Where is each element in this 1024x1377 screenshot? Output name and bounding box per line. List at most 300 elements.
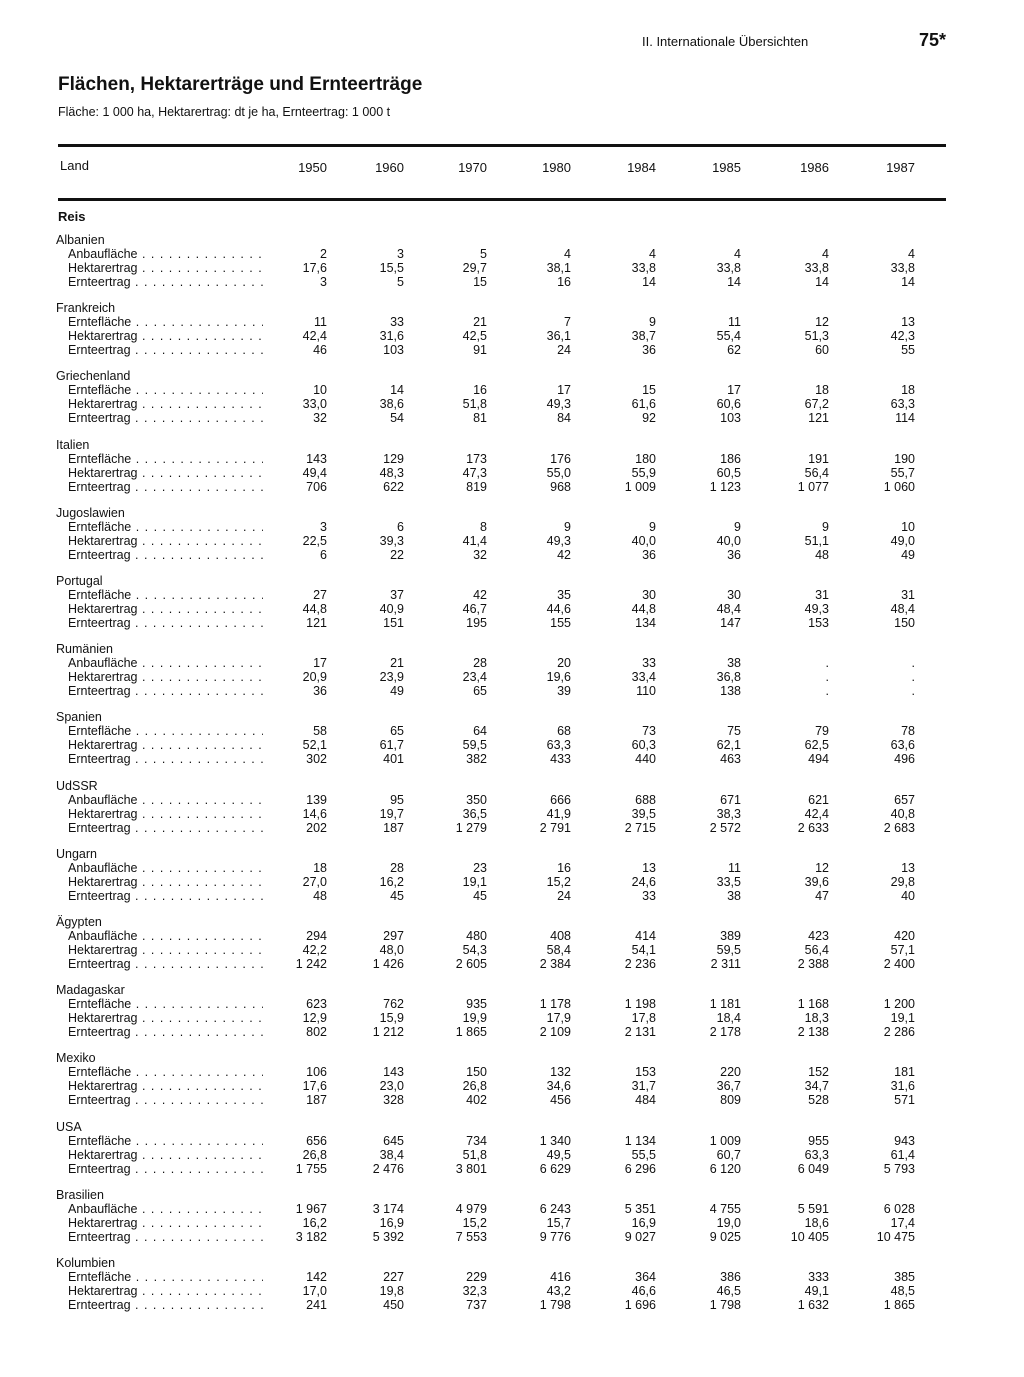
table-cell: 78 xyxy=(901,724,915,739)
measure-label: Hektarertrag . . . xyxy=(68,534,263,548)
table-cell: 1 632 xyxy=(797,1298,829,1312)
section-label: II. Internationale Übersichten xyxy=(642,34,809,49)
table-cell: 333 xyxy=(808,1270,829,1284)
table-cell: 802 xyxy=(306,1025,327,1040)
table-cell: 42,4 xyxy=(302,329,327,344)
table-cell: 48,4 xyxy=(890,602,915,616)
table-cell: . xyxy=(911,656,915,671)
table-cell: 54,1 xyxy=(631,943,656,957)
table-cell: 17,6 xyxy=(302,261,327,275)
table-cell: 143 xyxy=(306,451,327,466)
crop-title: Reis xyxy=(58,209,86,224)
table-cell: 528 xyxy=(808,1093,829,1108)
table-cell: 91 xyxy=(473,343,487,358)
table-cell: 49 xyxy=(901,547,915,562)
table-cell: 11 xyxy=(728,860,741,875)
country-name: Ungarn xyxy=(56,846,97,861)
table-cell: 1 967 xyxy=(295,1201,327,1216)
table-row xyxy=(56,656,956,670)
table-cell: 32 xyxy=(473,547,487,562)
table-cell: 402 xyxy=(466,1093,487,1108)
country-label xyxy=(56,1188,276,1202)
table-cell: 28 xyxy=(473,656,487,671)
table-row xyxy=(56,520,956,534)
table-cell: 9 xyxy=(822,519,829,534)
table-cell: 14 xyxy=(642,275,656,289)
table-cell: 103 xyxy=(720,411,741,426)
table-row xyxy=(56,889,956,903)
table-row xyxy=(56,261,956,275)
table-cell: 416 xyxy=(550,1270,571,1284)
table-cell: 6 296 xyxy=(624,1161,656,1176)
table-cell: 44,8 xyxy=(631,602,656,616)
table-cell: 14 xyxy=(727,275,741,289)
measure-label: Anbaufläche . . . xyxy=(68,861,263,875)
table-cell: 44,6 xyxy=(546,602,571,616)
table-cell: 58 xyxy=(313,724,327,739)
table-cell: 45 xyxy=(390,888,404,903)
table-cell: 734 xyxy=(466,1133,487,1148)
column-header-year: 1960 xyxy=(375,160,404,175)
table-cell: 571 xyxy=(894,1093,915,1108)
table-cell: 17,4 xyxy=(890,1215,915,1230)
table-cell: 187 xyxy=(306,1093,327,1108)
table-cell: 6 028 xyxy=(883,1201,915,1216)
column-header-land: Land xyxy=(60,158,89,173)
table-cell: 1 200 xyxy=(883,997,915,1012)
table-cell: 153 xyxy=(635,1065,656,1080)
table-cell: 121 xyxy=(808,411,829,426)
table-cell: 54 xyxy=(390,411,404,426)
table-cell: 943 xyxy=(894,1133,915,1148)
measure-label: Ernteertrag . . . xyxy=(68,821,263,835)
table-cell: 39 xyxy=(557,684,571,699)
table-cell: 195 xyxy=(466,616,487,630)
country-name: Madagaskar xyxy=(56,983,125,998)
table-cell: 49,5 xyxy=(546,1147,571,1162)
table-cell: 350 xyxy=(466,792,487,807)
table-cell: 12,9 xyxy=(302,1011,327,1026)
table-cell: 10 475 xyxy=(876,1229,915,1244)
measure-label: Anbaufläche . . . xyxy=(68,793,263,807)
country-name: Spanien xyxy=(56,710,102,725)
table-cell: 202 xyxy=(306,820,327,835)
table-cell: 16,2 xyxy=(302,1215,327,1230)
table-cell: . xyxy=(825,684,829,699)
table-cell: 33,8 xyxy=(890,261,915,275)
table-cell: 480 xyxy=(466,929,487,943)
table-cell: 110 xyxy=(636,684,656,699)
table-cell: 39,6 xyxy=(804,874,829,889)
table-row xyxy=(56,588,956,602)
table-cell: 40,9 xyxy=(379,602,404,616)
table-cell: 67,2 xyxy=(804,397,829,412)
table-row xyxy=(56,997,956,1011)
table-row xyxy=(56,943,956,957)
table-cell: 55,9 xyxy=(631,465,656,480)
table-cell: 2 138 xyxy=(797,1025,829,1040)
table-cell: 143 xyxy=(383,1065,404,1080)
table-row xyxy=(56,861,956,875)
column-header-year: 1980 xyxy=(542,160,571,175)
country-label xyxy=(56,506,276,520)
table-cell: 385 xyxy=(894,1270,915,1284)
table-row xyxy=(56,1148,956,1162)
table-cell: 62,5 xyxy=(804,738,829,753)
table-cell: 706 xyxy=(306,479,327,494)
table-cell: 30 xyxy=(642,588,656,602)
table-cell: 5 351 xyxy=(624,1201,656,1216)
table-cell: 55,0 xyxy=(546,465,571,480)
table-cell: 657 xyxy=(894,792,915,807)
table-cell: 62,1 xyxy=(716,738,741,753)
table-row xyxy=(56,821,956,835)
table-row xyxy=(56,929,956,943)
table-cell: 622 xyxy=(383,479,404,494)
table-cell: 4 xyxy=(649,247,656,261)
table-cell: 1 865 xyxy=(883,1298,915,1312)
table-cell: 39,3 xyxy=(379,533,404,548)
column-header-year: 1987 xyxy=(886,160,915,175)
table-cell: 401 xyxy=(383,752,404,767)
column-header-year: 1984 xyxy=(627,160,656,175)
table-cell: 1 426 xyxy=(372,957,404,971)
table-cell: 16 xyxy=(473,383,487,398)
measure-label: Hektarertrag . . . xyxy=(68,1216,263,1230)
table-cell: 15,2 xyxy=(462,1215,487,1230)
table-cell: 36 xyxy=(642,547,656,562)
table-cell: 47,3 xyxy=(462,465,487,480)
table-row xyxy=(56,548,956,562)
table-cell: 44,8 xyxy=(302,602,327,616)
measure-label: Ernteertrag . . . xyxy=(68,411,263,425)
table-row xyxy=(56,452,956,466)
table-cell: 63,3 xyxy=(546,738,571,753)
country-label xyxy=(56,915,276,929)
measure-label: Ernteertrag . . . xyxy=(68,684,263,698)
table-row xyxy=(56,1011,956,1025)
country-name: Frankreich xyxy=(56,301,116,316)
table-cell: 73 xyxy=(642,724,656,739)
table-cell: 10 xyxy=(901,519,915,534)
measure-label: Erntefläche . . . xyxy=(68,1134,263,1148)
measure-label: Hektarertrag . . . xyxy=(68,875,263,889)
table-cell: 38,1 xyxy=(546,261,571,275)
measure-label: Hektarertrag . . . xyxy=(68,1284,263,1298)
measure-label: Hektarertrag . . . xyxy=(68,943,263,957)
table-cell: 62 xyxy=(727,343,741,358)
table-cell: 33,8 xyxy=(716,261,741,275)
table-cell: 41,9 xyxy=(546,806,571,821)
measure-label: Anbaufläche . . . xyxy=(68,1202,263,1216)
table-cell: 181 xyxy=(894,1065,915,1080)
table-cell: 2 633 xyxy=(797,820,829,835)
table-cell: 6 xyxy=(397,519,404,534)
table-cell: 152 xyxy=(808,1065,829,1080)
table-cell: 3 xyxy=(320,275,327,289)
country-name: Ägypten xyxy=(56,915,102,929)
measure-label: Ernteertrag . . . xyxy=(68,1298,263,1312)
country-label xyxy=(56,438,276,452)
table-cell: 46,5 xyxy=(716,1284,741,1298)
table-cell: 39,5 xyxy=(631,806,656,821)
table-row xyxy=(56,752,956,766)
table-cell: 19,0 xyxy=(716,1215,741,1230)
table-cell: 29,7 xyxy=(462,261,487,275)
table-cell: 24 xyxy=(557,343,571,358)
table-cell: 55,4 xyxy=(716,329,741,344)
table-row xyxy=(56,1216,956,1230)
table-cell: 15,2 xyxy=(546,874,571,889)
table-cell: 75 xyxy=(727,724,741,739)
table-cell: 31,7 xyxy=(631,1079,656,1094)
table-cell: 1 077 xyxy=(797,479,829,494)
table-cell: 4 755 xyxy=(709,1201,741,1216)
table-cell: 35 xyxy=(557,588,571,602)
table-cell: 186 xyxy=(720,451,741,466)
table-cell: 22,5 xyxy=(302,533,327,548)
measure-label: Erntefläche . . . xyxy=(68,315,263,329)
table-row xyxy=(56,534,956,548)
table-cell: 19,6 xyxy=(546,670,571,685)
table-cell: 150 xyxy=(894,616,915,630)
table-cell: 4 979 xyxy=(455,1201,487,1216)
table-cell: 42 xyxy=(473,588,487,602)
table-cell: 2 178 xyxy=(709,1025,741,1040)
table-cell: 2 131 xyxy=(624,1025,656,1040)
table-cell: 33,4 xyxy=(631,670,656,685)
table-cell: 63,6 xyxy=(890,738,915,753)
measure-label: Ernteertrag . . . xyxy=(68,1230,263,1244)
table-cell: 1 009 xyxy=(709,1133,741,1148)
table-cell: 16,9 xyxy=(631,1215,656,1230)
table-cell: 4 xyxy=(564,247,571,261)
table-cell: 16 xyxy=(557,860,571,875)
page-number: 75* xyxy=(918,30,946,50)
table-cell: 142 xyxy=(306,1270,327,1284)
table-cell: 1 279 xyxy=(455,820,487,835)
table-cell: 4 xyxy=(822,247,829,261)
table-cell: 23 xyxy=(473,860,487,875)
table-cell: 36 xyxy=(313,684,327,699)
table-cell: 1 755 xyxy=(295,1161,327,1176)
country-label xyxy=(56,301,276,315)
table-cell: 56,4 xyxy=(804,465,829,480)
table-cell: 38,7 xyxy=(631,329,656,344)
measure-label: Erntefläche . . . xyxy=(68,520,263,534)
table-cell: 49,3 xyxy=(546,533,571,548)
table-cell: 18,3 xyxy=(804,1011,829,1026)
measure-label: Erntefläche . . . xyxy=(68,588,263,602)
table-cell: 20,9 xyxy=(302,670,327,685)
table-row xyxy=(56,616,956,630)
table-cell: 19,1 xyxy=(462,874,487,889)
table-cell: 61,6 xyxy=(631,397,656,412)
table-cell: 414 xyxy=(635,929,656,943)
table-cell: 55 xyxy=(901,343,915,358)
table-cell: 49,4 xyxy=(302,465,327,480)
table-cell: 6 243 xyxy=(539,1201,571,1216)
table-cell: 23,9 xyxy=(379,670,404,685)
table-cell: 9 025 xyxy=(709,1229,741,1244)
table-cell: 18,4 xyxy=(716,1011,741,1026)
column-header-year: 1985 xyxy=(712,160,741,175)
country-name: Portugal xyxy=(56,574,103,588)
country-name: Italien xyxy=(56,437,90,452)
table-cell: 49,3 xyxy=(804,602,829,616)
measure-label: Ernteertrag . . . xyxy=(68,480,263,494)
table-cell: 6 xyxy=(320,547,327,562)
table-cell: 9 776 xyxy=(539,1229,571,1244)
table-cell: 106 xyxy=(306,1065,327,1080)
table-cell: 84 xyxy=(557,411,571,426)
table-cell: 433 xyxy=(550,752,571,767)
table-cell: 191 xyxy=(808,451,829,466)
table-cell: 9 xyxy=(734,519,741,534)
table-cell: 59,5 xyxy=(462,738,487,753)
table-row xyxy=(56,793,956,807)
page-header xyxy=(642,30,952,54)
table-row xyxy=(56,1162,956,1176)
table-cell: 1 212 xyxy=(372,1025,404,1040)
table-cell: 40 xyxy=(901,888,915,903)
table-cell: 47 xyxy=(815,888,829,903)
table-cell: 423 xyxy=(808,929,829,943)
table-cell: 14,6 xyxy=(302,806,327,821)
table-cell: 3 801 xyxy=(455,1161,487,1176)
country-label xyxy=(56,1051,276,1065)
table-row xyxy=(56,1230,956,1244)
country-label xyxy=(56,574,276,588)
table-cell: 33,5 xyxy=(716,874,741,889)
measure-label: Hektarertrag . . . xyxy=(68,807,263,821)
table-cell: 26,8 xyxy=(302,1147,327,1162)
table-cell: 15,5 xyxy=(379,261,404,275)
table-cell: 21 xyxy=(390,656,404,671)
table-cell: 34,7 xyxy=(804,1079,829,1094)
table-cell: 382 xyxy=(466,752,487,767)
table-cell: 389 xyxy=(720,929,741,943)
table-cell: 51,8 xyxy=(462,397,487,412)
table-row xyxy=(56,411,956,425)
measure-label: Erntefläche . . . xyxy=(68,383,263,397)
table-cell: 1 242 xyxy=(295,957,327,971)
table-row xyxy=(56,670,956,684)
table-cell: 15 xyxy=(642,383,656,398)
table-cell: 2 311 xyxy=(710,957,741,971)
table-cell: 17,6 xyxy=(302,1079,327,1094)
table-cell: 36 xyxy=(642,343,656,358)
table-cell: 28 xyxy=(390,860,404,875)
table-cell: 42,5 xyxy=(462,329,487,344)
table-cell: 7 xyxy=(564,315,571,330)
table-cell: 2 715 xyxy=(624,820,656,835)
table-row xyxy=(56,1025,956,1039)
table-cell: 42,4 xyxy=(804,806,829,821)
table-cell: 297 xyxy=(383,929,404,943)
table-cell: 60,5 xyxy=(716,465,741,480)
country-name: Griechenland xyxy=(56,369,131,384)
table-cell: 3 182 xyxy=(295,1229,327,1244)
country-name: Albanien xyxy=(56,233,105,247)
table-row xyxy=(56,1134,956,1148)
table-cell: 11 xyxy=(314,315,327,330)
table-cell: 5 xyxy=(480,247,487,261)
table-cell: 16,9 xyxy=(379,1215,404,1230)
country-name: Rumänien xyxy=(56,642,113,657)
table-cell: 58,4 xyxy=(546,943,571,957)
measure-label: Erntefläche . . . xyxy=(68,997,263,1011)
table-row xyxy=(56,1270,956,1284)
table-cell: 51,8 xyxy=(462,1147,487,1162)
measure-label: Erntefläche . . . xyxy=(68,1065,263,1079)
country-label xyxy=(56,1256,276,1270)
table-cell: 809 xyxy=(720,1093,741,1108)
table-cell: 18 xyxy=(313,860,327,875)
table-cell: 40,0 xyxy=(716,533,741,548)
table-cell: 762 xyxy=(383,997,404,1012)
table-row xyxy=(56,1079,956,1093)
table-cell: 46 xyxy=(313,343,327,358)
table-cell: 36,1 xyxy=(546,329,571,344)
table-cell: 41,4 xyxy=(462,533,487,548)
table-cell: 456 xyxy=(550,1093,571,1108)
table-cell: 32 xyxy=(313,411,327,426)
table-row xyxy=(56,1298,956,1312)
table-cell: 52,1 xyxy=(302,738,327,753)
table-cell: 81 xyxy=(473,411,487,426)
table-cell: 33 xyxy=(642,888,656,903)
table-cell: 21 xyxy=(473,315,487,330)
table-cell: 13 xyxy=(901,315,915,330)
table-cell: 5 591 xyxy=(797,1201,829,1216)
table-cell: 10 405 xyxy=(790,1229,829,1244)
measure-label: Ernteertrag . . . xyxy=(68,957,263,971)
table-cell: 18 xyxy=(901,383,915,398)
table-cell: 17 xyxy=(313,656,327,671)
table-cell: 151 xyxy=(383,616,404,630)
table-cell: 65 xyxy=(390,724,404,739)
table-cell: 11 xyxy=(728,315,741,330)
country-label xyxy=(56,847,276,861)
table-cell: 2 236 xyxy=(624,957,656,971)
table-row xyxy=(56,383,956,397)
table-cell: 2 286 xyxy=(883,1025,915,1040)
table-row xyxy=(56,724,956,738)
table-cell: 23,4 xyxy=(462,670,487,685)
table-cell: 1 798 xyxy=(539,1298,571,1312)
table-cell: 18 xyxy=(815,383,829,398)
table-cell: 43,2 xyxy=(546,1284,571,1298)
table-cell: 57,1 xyxy=(890,943,915,957)
country-label xyxy=(56,779,276,793)
table-cell: 17 xyxy=(557,383,571,398)
table-cell: 63,3 xyxy=(804,1147,829,1162)
measure-label: Hektarertrag . . . xyxy=(68,602,263,616)
measure-label: Ernteertrag . . . xyxy=(68,1093,263,1107)
table-cell: 37 xyxy=(390,588,404,602)
table-cell: 26,8 xyxy=(462,1079,487,1094)
table-row xyxy=(56,602,956,616)
measure-label: Erntefläche . . . xyxy=(68,724,263,738)
table-cell: 38 xyxy=(727,656,741,671)
table-cell: 9 xyxy=(564,519,571,534)
table-cell: 2 791 xyxy=(539,820,571,835)
table-cell: 364 xyxy=(635,1270,656,1284)
table-cell: 386 xyxy=(720,1270,741,1284)
table-cell: 56,4 xyxy=(804,943,829,957)
table-cell: 1 134 xyxy=(624,1133,656,1148)
